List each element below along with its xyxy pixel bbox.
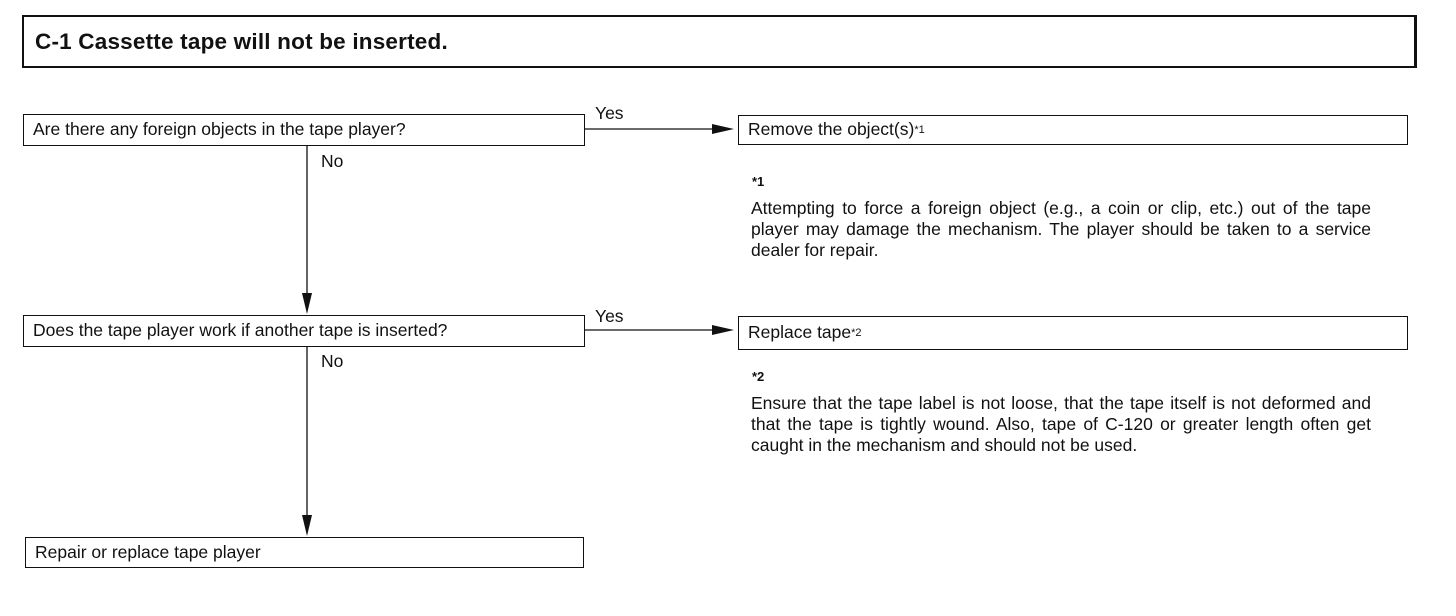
no-label-2: No xyxy=(321,351,344,371)
note-text-2: Ensure that the tape label is not loose, that the tape itself is not deformed and that the tape is tightly wound. Also, tape of C-120 or greater length often get caught in the mechanism and should not be used. xyxy=(751,393,1371,455)
question-text-1: Are there any foreign objects in the tape player? xyxy=(33,119,406,140)
final-action-box xyxy=(25,537,584,568)
action-text-2: Replace tape xyxy=(748,322,852,343)
action-box-2: Replace tape *2 xyxy=(738,316,1408,350)
no-label-1: No xyxy=(321,151,344,171)
arrowhead-no-1 xyxy=(302,293,312,314)
action-box-1: Remove the object(s) *1 xyxy=(738,115,1408,145)
question-box-1 xyxy=(23,114,585,146)
arrowhead-yes-2 xyxy=(712,325,734,335)
question-text-2: Does the tape player work if another tape is inserted? xyxy=(33,320,448,341)
action-text-1: Remove the object(s) xyxy=(748,119,915,140)
yes-label-1: Yes xyxy=(595,103,624,123)
note-mark-2: *2 xyxy=(752,369,765,384)
note-text-1: Attempting to force a foreign object (e.g., a coin or clip, etc.) out of the tape player may damage the mechanism. The player should be taken to a service dealer for repair. xyxy=(751,198,1371,260)
note-mark-1: *1 xyxy=(752,174,765,189)
arrowhead-no-2 xyxy=(302,515,312,536)
final-action-text: Repair or replace tape player xyxy=(35,541,261,562)
question-box-2 xyxy=(23,315,585,347)
page-title-text: C-1 Cassette tape will not be inserted. xyxy=(35,28,448,54)
yes-label-2: Yes xyxy=(595,306,624,326)
arrowhead-yes-1 xyxy=(712,124,734,134)
